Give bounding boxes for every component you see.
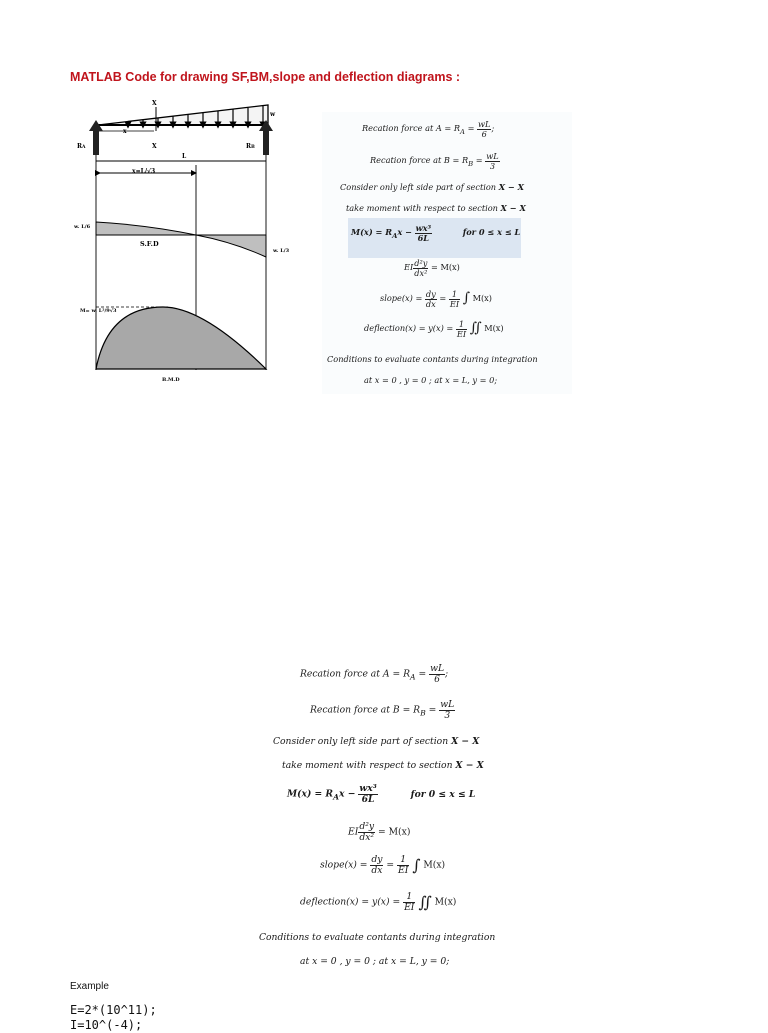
- eq2-ei: EI $\frac{\text{d²y}}{\text{dx²}}$ = M(x): [348, 821, 411, 843]
- fig-label-bmd: B.M.D: [162, 377, 180, 383]
- fig-label-sfd: S.F.D: [140, 240, 159, 248]
- fig-label-w: w: [270, 111, 276, 118]
- fig-label-mmax: M= w. L²/9√3: [80, 308, 117, 314]
- eq2-slope: slope(x) = $\frac{dy}{dx}$ = $\frac{1}{EI}$ ∫ M(x): [320, 854, 446, 876]
- eq2-consider: Consider only left side part of section X − X: [273, 736, 480, 747]
- example-label: Example: [70, 981, 109, 992]
- fig-label-xcrit: x=L/√3: [132, 168, 156, 175]
- eq1-ei: EI $\frac{\text{d²y}}{\text{dx²}}$ = M(x): [404, 258, 460, 278]
- page-heading: MATLAB Code for drawing SF,BM,slope and deflection diagrams :: [70, 70, 461, 84]
- eq1-reaction-b: Recation force at $B = R_B$ = $\frac{wL}{3}$: [370, 151, 499, 171]
- eq1-deflection: deflection(x) = y(x) = $\frac{1}{EI}$ ∬ M(x): [364, 319, 504, 339]
- code-block: [70, 1003, 157, 1033]
- fig-label-sf-left: w. L/6: [74, 224, 91, 230]
- eq1-bc: at x = 0 , y = 0 ; at x = L, y = 0;: [364, 375, 498, 385]
- fig-label-sf-right: w. L/3: [273, 248, 290, 254]
- fig-label-x-bottom: X: [152, 143, 157, 150]
- load-triangle: [98, 105, 268, 125]
- fig-label-x-top: X: [152, 100, 157, 107]
- code-line: I=10^(-4);: [70, 1018, 143, 1032]
- eq2-conditions: Conditions to evaluate contants during integration: [259, 932, 496, 943]
- fig-label-ra: RA: [77, 143, 86, 150]
- eq1-slope: slope(x) = $\frac{dy}{dx}$ = $\frac{1}{EI}$ ∫ M(x): [380, 289, 492, 309]
- sfd-negative-area: [196, 235, 266, 257]
- beam-diagram-figure: [68, 95, 303, 395]
- sfd-positive-area: [96, 222, 196, 235]
- eq1-moment: take moment with respect to section X − X: [346, 203, 526, 213]
- eq2-reaction-a: Recation force at $A = R_A$ = $\frac{wL}{6}$ ;: [300, 663, 449, 685]
- eq2-deflection: deflection(x) = y(x) = $\frac{1}{EI}$ ∬ M(x): [300, 891, 457, 913]
- eq2-reaction-b: Recation force at $B = R_B$ = $\frac{wL}{3}$: [310, 699, 455, 721]
- eq2-bc: at x = 0 , y = 0 ; at x = L, y = 0;: [300, 956, 450, 967]
- eq2-mx: $M(x) = R_Ax$ − $\frac{\text{wx³}}{6L}$ for 0 ≤ x ≤ L: [287, 783, 476, 805]
- fig-label-rb: RB: [246, 143, 255, 150]
- fig-label-l: L: [182, 153, 187, 160]
- bmd-area: [96, 307, 266, 369]
- eq1-consider: Consider only left side part of section X − X: [340, 182, 524, 192]
- code-line: E=2*(10^11);: [70, 1003, 157, 1017]
- eq2-moment: take moment with respect to section X − X: [282, 760, 484, 771]
- eq1-reaction-a: Recation force at $A = R_A$ = $\frac{wL}{6}$ ;: [362, 119, 495, 139]
- eq1-conditions: Conditions to evaluate contants during integration: [327, 354, 538, 364]
- fig-label-x-dim: x: [123, 128, 127, 135]
- eq1-mx: $M(x) = R_Ax$ − $\frac{\text{wx³}}{6L}$ for 0 ≤ x ≤ L: [351, 223, 521, 243]
